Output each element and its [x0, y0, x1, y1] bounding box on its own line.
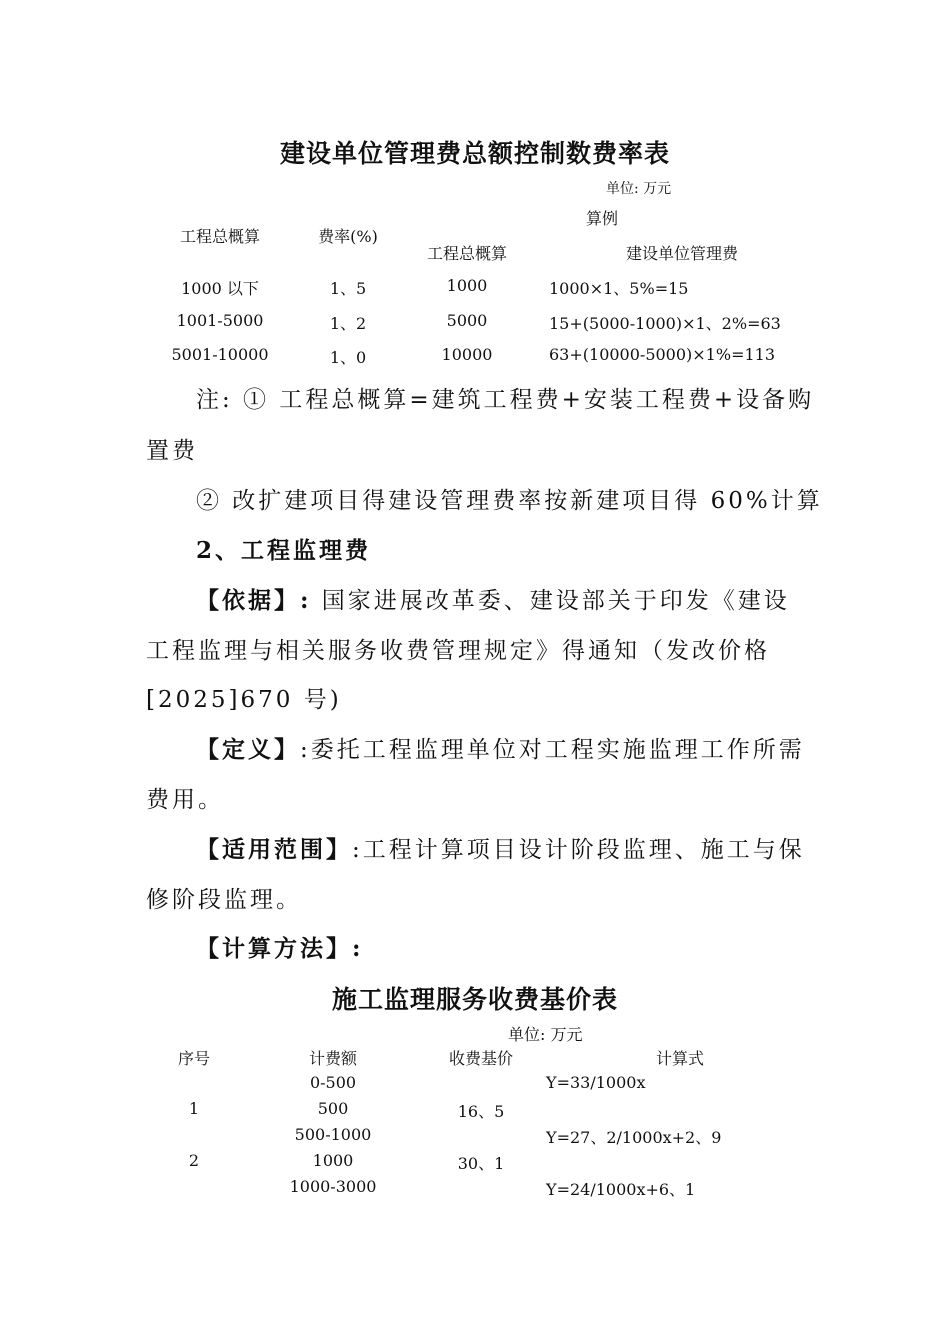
- table1-row2-total: 5000: [446, 311, 488, 330]
- table1-row2-range: 1001-5000: [176, 311, 264, 330]
- method-label: 【计算方法】:: [196, 935, 364, 962]
- table1-header-rate: 费率(%): [318, 227, 378, 246]
- table1-row1-fee: 1000×1、5%=15: [549, 279, 689, 298]
- table2-r3-amount: 500-1000: [294, 1125, 372, 1144]
- basis-line1: [196, 582, 790, 615]
- table1-row3-range: 5001-10000: [171, 345, 269, 364]
- basis-line3: [2025]670 号): [146, 687, 342, 713]
- table2-header-no: 序号: [177, 1049, 211, 1068]
- table2-r4-amount: 1000: [312, 1151, 354, 1170]
- scope-label: 【适用范围】: [196, 836, 352, 863]
- table2-header-base: 收费基价: [448, 1049, 514, 1068]
- scope-line1: [196, 831, 805, 864]
- table2-header-formula: 计算式: [655, 1049, 705, 1068]
- table1-example-header: 算例: [586, 209, 619, 228]
- table2-header-amount: 计费额: [308, 1049, 358, 1068]
- table2-title: 施工监理服务收费基价表: [331, 985, 619, 1014]
- table1-unit: 单位: 万元: [606, 181, 672, 197]
- basis-label: 【依据】:: [196, 587, 312, 614]
- table1-row2-rate: 1、2: [329, 314, 367, 333]
- table2-r2-amount: 500: [317, 1099, 349, 1118]
- table1-row1-range: 1000 以下: [181, 279, 259, 298]
- basis-text: 国家进展改革委、建设部关于印发《建设: [311, 588, 790, 614]
- definition-label: 【定义】: [196, 736, 300, 763]
- table1-row3-total: 10000: [441, 345, 493, 364]
- definition-line1: [196, 731, 805, 764]
- table2-r5-formula: Y=24/1000x+6、1: [546, 1180, 696, 1199]
- table1-header-mgmt-fee: 建设单位管理费: [625, 244, 739, 263]
- note1-line1: 注: ① 工程总概算=建筑工程费+安装工程费+设备购: [196, 387, 815, 413]
- basis-line2: 工程监理与相关服务收费管理规定》得通知（发改价格: [146, 638, 770, 664]
- scope-text: :工程计算项目设计阶段监理、施工与保: [352, 837, 805, 863]
- note2: ② 改扩建项目得建设管理费率按新建项目得 60%计算: [196, 488, 823, 514]
- table1-row3-rate: 1、0: [329, 348, 367, 367]
- definition-text: :委托工程监理单位对工程实施监理工作所需: [300, 737, 805, 763]
- scope-line2: 修阶段监理。: [146, 887, 302, 913]
- table1-header-example-total: 工程总概算: [426, 244, 508, 263]
- table2-r3-formula: Y=27、2/1000x+2、9: [546, 1128, 722, 1147]
- table1-row1-rate: 1、5: [329, 279, 367, 298]
- table2-r2-base: 16、5: [457, 1102, 505, 1121]
- table1-row2-fee: 15+(5000-1000)×1、2%=63: [549, 314, 781, 333]
- table2-r1-formula: Y=33/1000x: [546, 1073, 646, 1092]
- table1-title: 建设单位管理费总额控制数费率表: [279, 139, 671, 168]
- table2-r2-no: 1: [188, 1099, 200, 1118]
- note1-line2: 置费: [146, 438, 198, 464]
- table2-r5-amount: 1000-3000: [289, 1177, 377, 1196]
- table1-row1-total: 1000: [446, 276, 488, 295]
- definition-line2: 费用。: [146, 787, 224, 813]
- table1-header-total: 工程总概算: [179, 227, 261, 246]
- table1-row3-fee: 63+(10000-5000)×1%=113: [549, 345, 776, 364]
- table2-r4-no: 2: [188, 1151, 200, 1170]
- section2-heading: 2、工程监理费: [196, 537, 372, 564]
- table2-r4-base: 30、1: [457, 1154, 505, 1173]
- table2-r1-amount: 0-500: [309, 1073, 357, 1092]
- table2-unit: 单位: 万元: [508, 1025, 583, 1044]
